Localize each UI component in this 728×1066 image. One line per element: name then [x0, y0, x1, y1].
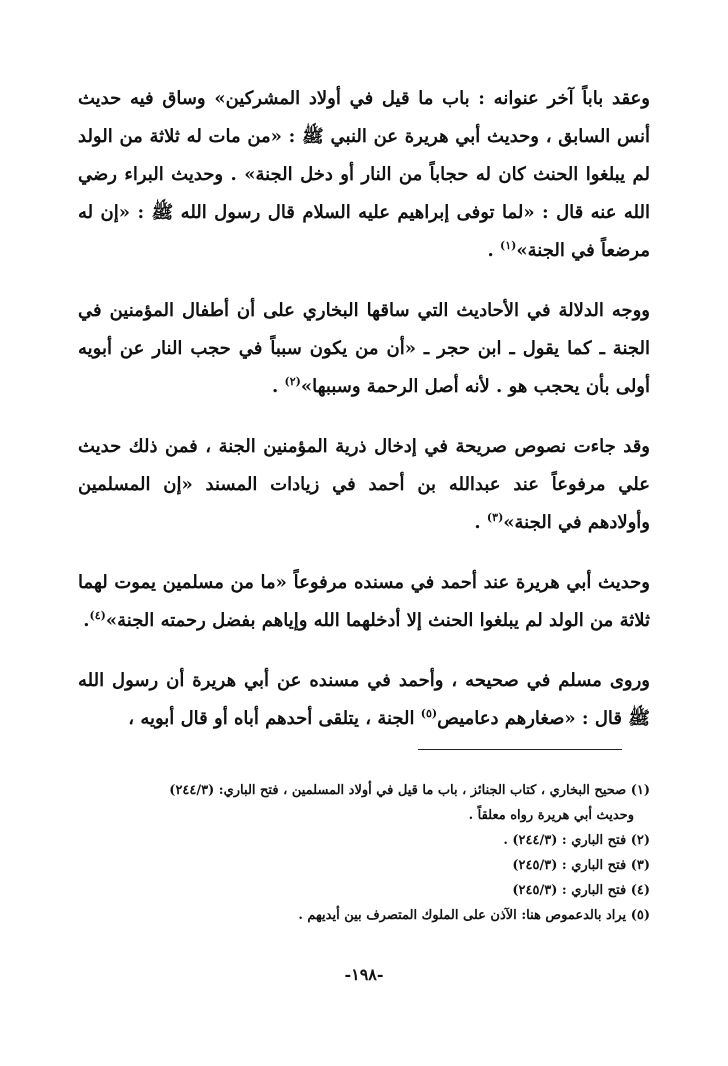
footnote-2: (٢) فتح الباري : (٢٤٤/٣) . [503, 833, 650, 848]
footnotes [70, 778, 650, 928]
footnote-ref-5: (٥) [420, 707, 438, 720]
footnote-1-continuation: وحديث أبي هريرة رواه معلقاً . [468, 808, 634, 823]
footnote-1: (١) صحيح البخاري ، كتاب الجنائز ، باب ما قيل في أولاد المسلمين ، فتح الباري: (٢٤٤/٣) [169, 783, 650, 798]
paragraph-3: وقد جاءت نصوص صريحة في إدخال ذرية المؤمنين الجنة ، فمن ذلك حديث علي مرفوعاً عند عبدالله بن أحمد في زيادات المسند «إن المسلمين وأولادهم في الجنة»$^{(٣)}$ . [78, 436, 650, 533]
footnote-5: (٥) يراد بالدعموص هنا: الآذن على الملوك المتصرف بين أيديهم . [298, 908, 650, 923]
footnote-ref-1: (١) [500, 239, 517, 252]
paragraph-1: وعقد باباً آخر عنوانه : باب ما قيل في أولاد المشركين» وساق فيه حديث أنس السابق ، وحديث أبي هريرة عن النبي ﷺ : «من مات له ثلاثة من الولد لم يبلغوا الحنث كان له حجاباً من النار أو دخل الجنة» . وحديث البراء رضي الله عنه قال : «لما توفى إبراهيم عليه السلام قال رسول الله ﷺ : «إن له مرضعاً في الجنة»$^{(١)}$ . [78, 88, 650, 261]
paragraph-4: وحديث أبي هريرة عند أحمد في مسنده مرفوعاً «ما من مسلمين يموت لهما ثلاثة من الولد لم يبلغوا الحنث إلا أدخلهما الله وإياهم بفضل رحمته الجنة»$^{(٤)}$. [78, 572, 650, 631]
page-number: -١٩٨- [344, 965, 384, 984]
footnote-ref-4: (٤) [89, 609, 106, 622]
paragraph-2: ووجه الدلالة في الأحاديث التي ساقها البخاري على أن أطفال المؤمنين في الجنة ـ كما يقول ـ ابن حجر ـ «أن من يكون سبباً في حجب النار عن أبويه أولى بأن يحجب هو . لأنه أصل الرحمة وسببها»$^{(٢)}$ . [78, 300, 650, 397]
footnote-ref-3: (٣) [486, 511, 504, 524]
paragraph-5: وروى مسلم في صحيحه ، وأحمد في مسنده عن أبي هريرة أن رسول الله ﷺ قال : «صغارهم دعاميص$^{(٥)}$ الجنة ، يتلقى أحدهم أباه أو قال أبويه ، [78, 670, 650, 729]
footnote-3: (٣) فتح الباري : (٢٤٥/٣) [512, 858, 650, 873]
footnote-ref-2: (٢) [284, 375, 301, 388]
footnote-4: (٤) فتح الباري : (٢٤٥/٣) [512, 883, 650, 898]
footnote-separator [418, 749, 622, 750]
main-text [78, 80, 650, 738]
